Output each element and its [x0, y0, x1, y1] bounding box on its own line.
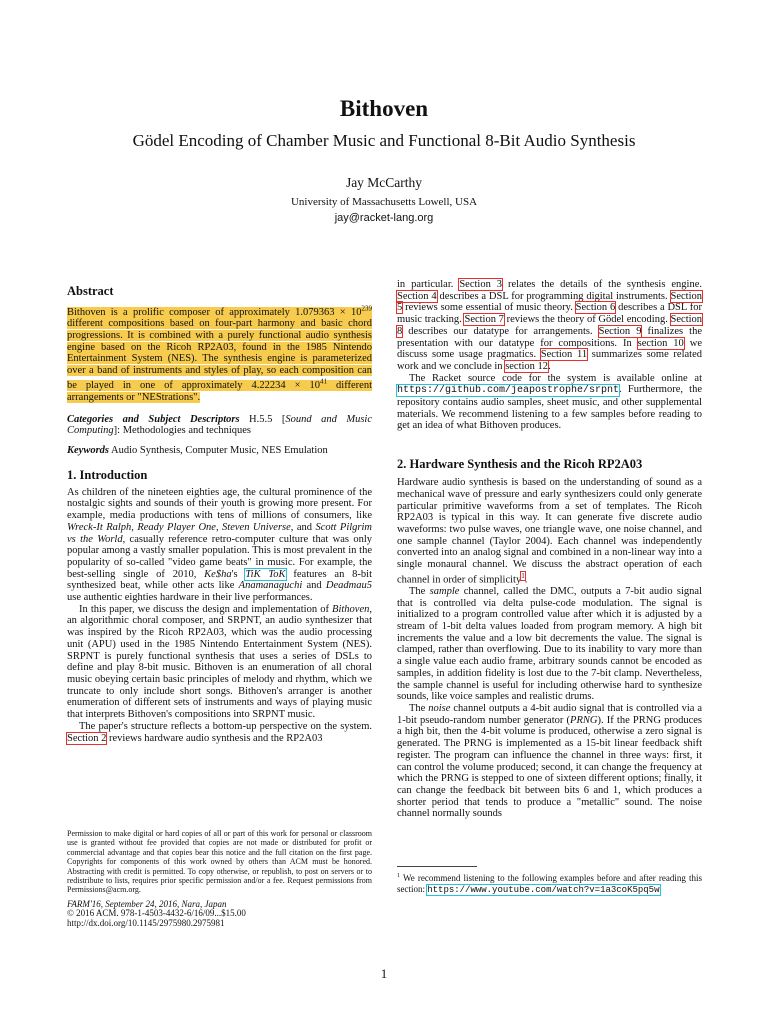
intro-p1-s2: , — [215, 521, 223, 533]
footnote-rule — [397, 866, 477, 867]
abstract-heading: Abstract — [67, 284, 114, 298]
section-8-link[interactable]: Section 8 — [397, 314, 703, 337]
categories-text-2: ]: Methodologies and techniques — [113, 425, 252, 437]
intro-paragraph-2 — [67, 604, 372, 721]
hardware-p3-c: ). If the PRNG produces a high bit, then the 4-bit volume is produced, otherwise a zero signal is generated. The PRNG is implemented as a 15-bit linear feedback shift register. The program can influence the channel in three ways: first, it can control the volume produced; second, it can change the frequency at which the PRNG is stepped to one of sixteen different options; finally, it can change the feedback bit between bits 6 and 1, which produces a shorter period that tends to produce a "metallic" sound. The noise channel normally sounds — [397, 714, 702, 820]
intro-p1-s1: , — [131, 521, 138, 533]
intro-p1-i5: Ke$ha — [204, 568, 232, 580]
section-10-link[interactable]: section 10 — [637, 337, 684, 349]
right-column — [397, 279, 703, 895]
hardware-paragraph-1 — [397, 477, 702, 586]
permission-text: Permission to make digital or hard copies of all or part of this work for personal or classroom use is granted without fee provided that copies are not made or distributed for profit or commercial advantage and that copies bear this notice and the full citation on the first page. Copyrights for components of this work owned by others than ACM must be honored. Abstracting with credit is permitted. To copy otherwise, or republish, to post on servers or to redistribute to lists, requires prior specific permission and/or a fee. Request permissions from Permissions@acm.org. — [67, 829, 372, 895]
youtube-link[interactable]: https://www.youtube.com/watch?v=1a3coK5pq5w — [427, 884, 660, 895]
hardware-heading: 2. Hardware Synthesis and the Ricoh RP2A03 — [397, 457, 643, 472]
footnote-block — [397, 866, 702, 895]
footnote-1 — [397, 871, 702, 895]
hardware-p3-b: channel outputs a 4-bit audio signal that is controlled via a 1-bit pseudo-random number generator ( — [397, 703, 702, 726]
footnote-number: 1 — [397, 873, 400, 879]
structure-text-6: reviews the theory of Gödel encoding. — [503, 314, 671, 326]
hardware-p2-a: The — [409, 585, 430, 597]
left-column — [67, 283, 372, 928]
structure-text-3: describes a DSL for programming digital instruments. — [436, 290, 671, 302]
intro-p1-i6: Anamanaguchi — [238, 580, 303, 592]
permission-block — [67, 829, 372, 928]
section-4-link[interactable]: Section 4 — [397, 290, 437, 302]
hardware-p1-text: Hardware audio synthesis is based on the understanding of sound as a mechanical wave of pressure and early synthesizers could only generate particular primitive waveforms from a set of templates. The Ricoh RP2A03 is typical in this way. It can generate five discrete audio waveforms: two pulse waves, one triangle wave, one noise channel, and one sample channel (Taylor 2004). Each channel was independently converted into an analog signal and combined in a non-linear way into a single monaural channel. We discuss the abstract operation of each channel in order of simplicity — [397, 477, 702, 586]
intro-p1-b: , casually reference retro-computer culture that was only popular among a vastly smaller population. This is most prevalent in the popularity of so-called "video game beats" in music. For example, the best-selling single of 2010, — [67, 533, 372, 580]
intro-p1-i4: Scott Pilgrim vs the World — [67, 521, 372, 545]
structure-text-8: finalizes the presentation with our datatype for compositions. In — [397, 325, 702, 349]
hardware-p3-a: The — [409, 703, 429, 714]
abstract-highlight — [67, 304, 372, 403]
structure-text-11: . — [548, 360, 551, 372]
author-email: jay@racket-lang.org — [334, 212, 434, 224]
section-12-link[interactable]: section 12 — [505, 360, 549, 372]
abstract-text — [67, 303, 372, 404]
structure-text-10: summarizes some related work and we conclude in — [397, 349, 702, 372]
categories-text-1: H.5.5 [ — [239, 413, 286, 425]
section-3-link[interactable]: Section 3 — [459, 279, 503, 290]
intro-p2-b: , an algorithmic choral composer, and SRPNT, an audio synthesizer that was inspired by the Ricoh RP2A03, which was the audio processing unit (APU) used in the 1985 Nintendo Entertainment System (NES). SRPNT is purely functional synthesis that uses a series of DSLs to define and play 8-bit music. Bithoven is an enumeration of all choral music obeying certain basic principles of melody and rhythm, which we truncate to only include short songs. Bithoven's arranger is another enumeration of different sets of instruments and ways of playing music that interprets Bithoven's compositions into SRPNT music. — [67, 603, 372, 721]
section-11-link[interactable]: Section 11 — [540, 349, 588, 361]
source-text-1: The Racket source code for the system is available online at — [409, 372, 702, 384]
section-5-link[interactable]: Section 5 — [397, 290, 702, 314]
abstract-sup-2: 41 — [320, 377, 328, 386]
hardware-p3-italic: noise — [428, 703, 451, 714]
abstract-sup-1: 239 — [361, 304, 372, 312]
structure-text-5: describes a DSL for music tracking. — [397, 302, 703, 326]
categories-label: Categories and Subject Descriptors — [67, 413, 240, 425]
author-name: Jay McCarthy — [345, 175, 423, 190]
keywords-label: Keywords — [67, 445, 109, 457]
abstract-text-1: Bithoven is a prolific composer of approximately 1.079363 × 10 — [67, 306, 362, 318]
tiktok-link[interactable]: TiK ToK — [245, 568, 286, 580]
intro-p1-i2: Ready Player One — [137, 521, 216, 533]
section-6-link[interactable]: Section 6 — [575, 302, 616, 314]
page-number: 1 — [380, 966, 388, 981]
hardware-p2-italic: sample — [429, 585, 460, 597]
doi-line: http://dx.doi.org/10.1145/2975980.2975981 — [67, 917, 225, 928]
intro-p1-c: 's — [231, 568, 246, 580]
intro-p1-i1: Wreck-It Ralph — [67, 521, 132, 533]
intro-p3-b: reviews hardware audio synthesis and the RP2A03 — [106, 732, 323, 744]
hardware-p3-italic-2: PRNG — [570, 714, 598, 726]
categories-italic: Sound and Music Computing — [67, 413, 372, 437]
venue-text: FARM'16, September 24, 2016, Nara, Japan — [67, 898, 227, 909]
hardware-p1-end: . — [524, 574, 528, 586]
intro-p1-s4: and — [302, 580, 326, 592]
copyright-line: © 2016 ACM. 978-1-4503-4432-6/16/09...$15.00 — [67, 908, 246, 919]
author-affiliation: University of Massachusetts Lowell, USA — [290, 196, 478, 208]
section-7-link[interactable]: Section 7 — [464, 314, 504, 326]
abstract-text-3: different arrangements or "NEStrations". — [67, 380, 372, 403]
intro-p1-d: features an 8-bit synthesized beat, while other acts like — [67, 568, 372, 592]
structure-text-9: we discuss some usage pragmatics. — [397, 337, 702, 361]
structure-text-1: in particular. — [397, 279, 460, 290]
footnote-text: We recommend listening to the following examples before and after reading this section: — [397, 873, 702, 894]
structure-text-2: relates the details of the synthesis engine. — [502, 279, 703, 290]
hardware-paragraph-2 — [397, 586, 702, 703]
abstract-text-2: different compositions based on four-part harmony and basic chord progressions. It is combined with a purely functional audio synthesis engine based on the Ricoh RP2A03, found in the 1985 Nintendo Entertainment System (NES). The synthesis engine is parameterized over a band of instruments and styles of play, so each composition can be played in one of approximately 4.22234 × 10 — [67, 318, 372, 392]
intro-p2-i1: Bithoven — [332, 603, 370, 615]
intro-p1-i3: Steven Universe — [222, 521, 291, 533]
hardware-p2-b: channel, called the DMC, outputs a 7-bit audio signal that is controlled via delta pulse-code modulation. The signal is initialized to a program controlled value after which it is adjusted by a stream of 1-bit delta values loaded from program memory. A high bit increments the value and a low bit decrements the value. The signal is clamped, rather than overflowing. Due to its inability to vary more than a single value each audio frame, arbitrary sounds cannot be encoded as samples, in addition fidelity is lost due to the 7-bit clamp. Nevertheless, the sample channel is useful for including otherwise hard to synthesize sounds, like voice samples and realistic drums. — [397, 585, 702, 703]
source-text-2: . Furthermore, the repository contains audio samples, sheet music, and other supplemental materials. We recommend listening to a few samples before reading to get an idea of what Bithoven produces. — [397, 384, 702, 432]
intro-p1-i7: Deadmau5 — [325, 580, 372, 592]
intro-p1-s3: , and — [290, 521, 316, 533]
intro-paragraph-1 — [67, 487, 372, 604]
footnote-1-ref[interactable]: 1 — [521, 571, 525, 580]
intro-p1-e: use authentic eighties hardware in their live performances. — [67, 592, 313, 604]
intro-p3-a: The paper's structure reflects a bottom-up perspective on the system. — [79, 720, 372, 732]
intro-p1-a: As children of the nineteen eighties age, the cultural prominence of the nostalgic sights and sounds of their youth is growing more present. For example, media productions with tens of millions of consumers, like — [67, 486, 372, 522]
source-code-paragraph — [397, 373, 702, 433]
structure-paragraph — [397, 279, 702, 373]
keywords-text: Audio Synthesis, Computer Music, NES Emulation — [109, 445, 328, 457]
section-9-link[interactable]: Section 9 — [598, 325, 642, 337]
structure-text-7: describes our datatype for arrangements. — [402, 325, 599, 337]
section-2-link[interactable]: Section 2 — [67, 732, 107, 744]
hardware-paragraph-3 — [397, 703, 702, 820]
structure-text-4: reviews some essential of music theory. — [402, 302, 576, 314]
keywords-line — [67, 445, 372, 457]
categories-line — [67, 414, 372, 437]
github-link[interactable]: https://github.com/jeapostrophe/srpnt — [397, 385, 620, 397]
paper-title: Bithoven — [339, 96, 429, 121]
paper-subtitle: Gödel Encoding of Chamber Music and Functional 8-Bit Audio Synthesis — [132, 131, 636, 150]
intro-paragraph-3 — [67, 721, 372, 744]
intro-p2-a: In this paper, we discuss the design and implementation of — [79, 603, 333, 615]
intro-heading: 1. Introduction — [67, 467, 148, 482]
